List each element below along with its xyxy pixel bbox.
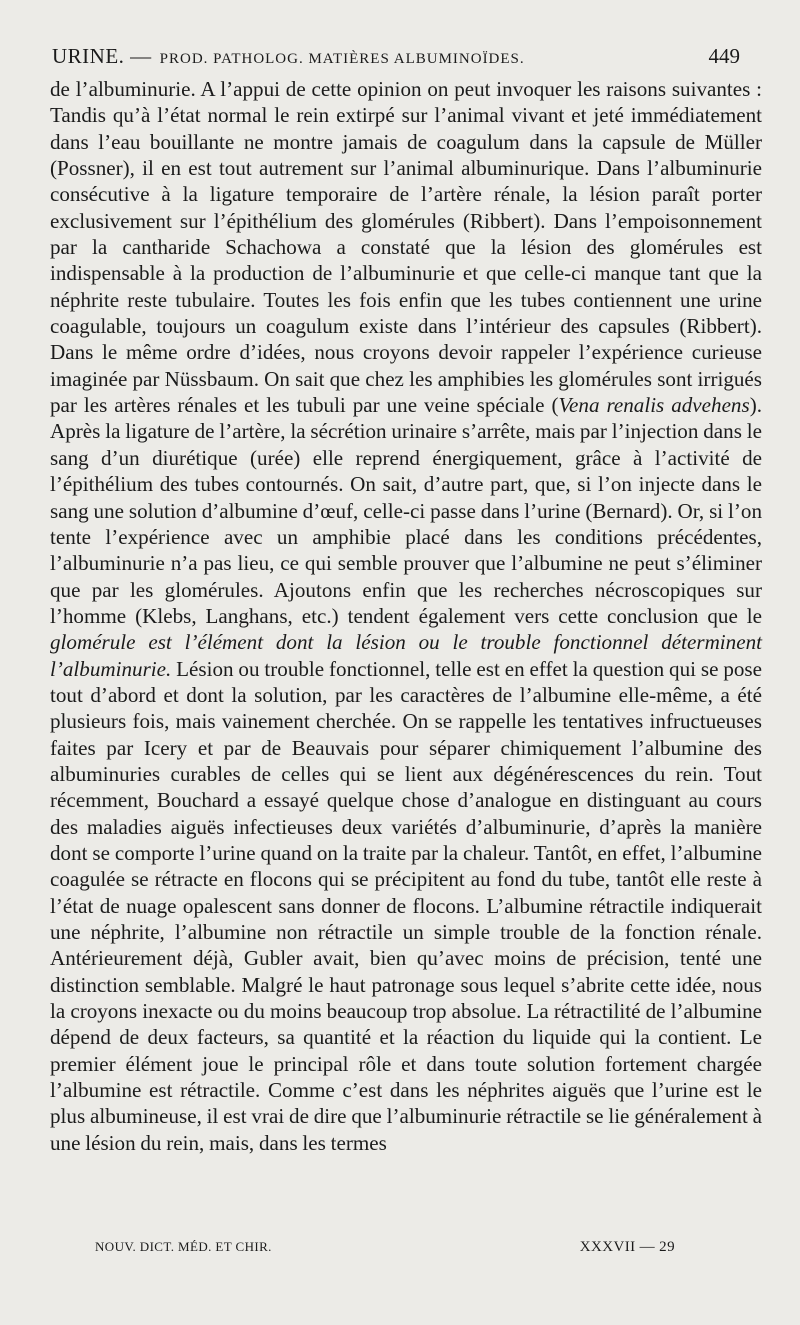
text-segment: ). Après la ligature de l’artère, la sécrétion urinaire s’arrête, mais par l’injection dans le sang d’un diurétique (urée) elle reprend énergiquement, grâce à l’activité de l’épithélium des tubes contournés. On sait, d’autre part, que, si l’on injecte dans le sang une solution d’albumine d’œuf, celle-ci passe dans l’urine (Bernard). Or, si l’on tente l’expérience avec un amphibie placé dans les conditions précédentes, l’albuminurie n’a pas lieu, ce qui semble prouver que l’albumine ne peut s’éliminer que par les glomérules. Ajoutons enfin que les recherches nécroscopiques sur l’homme (Klebs, Langhans, etc.) tendent également vers cette conclusion que le	[50, 393, 762, 628]
italic-term-vena-renalis: Vena renalis advehens	[558, 393, 750, 418]
page-number: 449	[708, 44, 740, 68]
body-text	[50, 76, 762, 1156]
page-footer	[95, 1239, 675, 1256]
running-head	[52, 44, 740, 76]
text-segment: Lésion ou trouble fonctionnel, telle est en effet la question qui se pose tout d’abord et dont la solution, par les caractères de l’albumine elle-même, a été plusieurs fois, mais vainement cherchée. On se rappelle les tentatives infructueuses faites par Icery et par de Beauvais pour séparer chimiquement l’albumine des albuminuries curables de celles qui se lient aux dégénérescences du rein. Tout récemment, Bouchard a essayé quelque chose d’analogue en distinguant au cours des maladies aiguës infectieuses deux variétés d’albuminurie, d’après la manière dont se comporte l’urine quand on la traite par la chaleur. Tantôt, en effet, l’albumine coagulée se rétracte en flocons qui se précipitent au fond du tube, tantôt elle reste à l’état de nuage opalescent sans donner de flocons. L’albumine rétractile indiquerait une néphrite, l’albumine non rétractile un simple trouble de la fonction rénale. Antérieurement déjà, Gubler avait, bien qu’avec moins de précision, tenté une distinction semblable. Malgré le haut patronage sous lequel s’abrite cette idée, nous la croyons inexacte ou du moins beaucoup trop absolue. La rétractilité de l’albumine dépend de deux facteurs, sa quantité et la réaction du liquide qui la contient. Le premier élément joue le principal rôle et dans toute solution fortement chargée l’albumine est rétractile. Comme c’est dans les néphrites aiguës que l’urine est le plus albumineuse, il est vrai de dire que l’albuminurie rétractile se lie généralement à une lésion du rein, mais, dans les termes	[50, 656, 762, 1155]
paragraph	[50, 76, 762, 1156]
italic-conclusion: glomérule est l’élément dont la lésion ou le trouble fonctionnel déterminent l’albuminurie.	[50, 630, 762, 681]
footer-publication: NOUV. DICT. MÉD. ET CHIR.	[95, 1239, 272, 1254]
footer-signature: XXXVII — 29	[579, 1239, 675, 1255]
running-head-title: URINE. —	[52, 44, 152, 68]
running-head-subtitle: PROD. PATHOLOG. MATIÈRES ALBUMINOÏDES.	[159, 51, 525, 67]
text-segment: de l’albuminurie. A l’appui de cette opinion on peut invoquer les raisons suivantes : Tandis qu’à l’état normal le rein extirpé sur l’animal vivant et jeté immédiatement dans l’eau bouillante ne montre jamais de coagulum dans la capsule de Müller (Possner), il en est tout autrement sur l’animal albuminurique. Dans l’albuminurie consécutive à la ligature temporaire de l’artère rénale, la lésion paraît porter exclusivement sur l’épithélium des glomérules (Ribbert). Dans l’empoisonnement par la cantharide Schachowa a constaté que la lésion des glomérules est indispensable à la production de l’albuminurie et que celle-ci manque tant que la néphrite reste tubulaire. Toutes les fois enfin que les tubes contiennent une urine coagulable, toujours un coagulum existe dans l’intérieur des capsules (Ribbert). Dans le même ordre d’idées, nous croyons devoir rappeler l’expérience curieuse imaginée par Nüssbaum. On sait que chez les amphibies les glomérules sont irrigués par les artères rénales et les tubuli par une veine spéciale (	[50, 77, 762, 418]
